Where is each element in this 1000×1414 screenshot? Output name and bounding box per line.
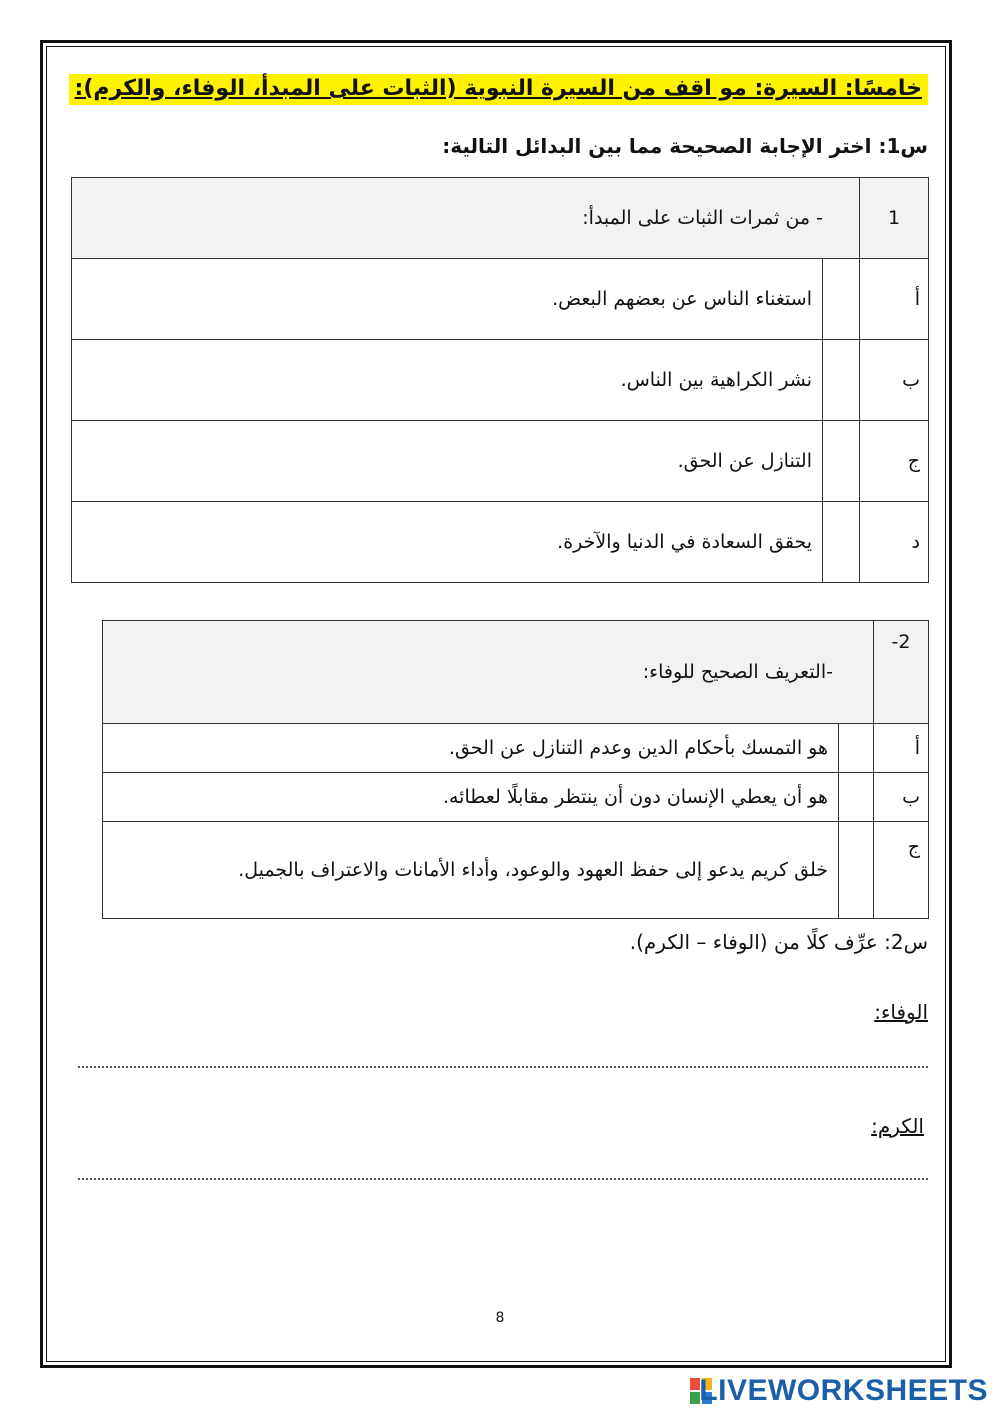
answer-box[interactable] (823, 340, 860, 421)
option-letter: ب (874, 773, 929, 822)
answer-box[interactable] (839, 773, 874, 822)
answer-box[interactable] (839, 822, 874, 919)
section-title: خامسًا: السيرة: مو اقف من السيرة النبوية (الثبات على المبدأ، الوفاء، والكرم): (69, 74, 928, 105)
answer-box[interactable] (839, 724, 874, 773)
option-row[interactable] (72, 259, 929, 340)
answer-box[interactable] (823, 421, 860, 502)
label-wafa: الوفاء: (874, 1000, 928, 1024)
question-1-item-1-table (71, 177, 929, 583)
option-letter: ج (874, 822, 929, 919)
liveworksheets-brand[interactable]: LIVEWORKSHEETS (699, 1374, 988, 1407)
option-row[interactable] (103, 724, 929, 773)
answer-box[interactable] (823, 502, 860, 583)
option-text: نشر الكراهية بين الناس. (72, 340, 823, 421)
answer-box[interactable] (823, 259, 860, 340)
answer-line-karam[interactable] (78, 1178, 928, 1180)
option-row[interactable] (72, 502, 929, 583)
option-letter: ب (860, 340, 929, 421)
option-letter: أ (874, 724, 929, 773)
question-2-title: س2: عرِّف كلًا من (الوفاء – الكرم). (629, 930, 928, 954)
page-number: 8 (495, 1310, 505, 1326)
option-row[interactable] (103, 822, 929, 919)
option-text: هو أن يعطي الإنسان دون أن ينتظر مقابلًا لعطائه. (103, 773, 839, 822)
question-1-title: س1: اختر الإجابة الصحيحة مما بين البدائل التالية: (442, 134, 928, 158)
option-row[interactable] (72, 421, 929, 502)
answer-line-wafa[interactable] (78, 1066, 928, 1068)
label-karam: الكرم: (871, 1114, 924, 1138)
item-question: - من ثمرات الثبات على المبدأ: (72, 178, 860, 259)
option-text: التنازل عن الحق. (72, 421, 823, 502)
option-letter: د (860, 502, 929, 583)
question-1-item-2-table (102, 620, 929, 919)
item-question: -التعريف الصحيح للوفاء: (103, 621, 874, 724)
option-text: هو التمسك بأحكام الدين وعدم التنازل عن الحق. (103, 724, 839, 773)
option-letter: أ (860, 259, 929, 340)
item-number: 2- (874, 621, 929, 724)
option-row[interactable] (103, 773, 929, 822)
table-header-row (72, 178, 929, 259)
item-number: 1 (860, 178, 929, 259)
table-header-row (103, 621, 929, 724)
option-text: استغناء الناس عن بعضهم البعض. (72, 259, 823, 340)
option-text: يحقق السعادة في الدنيا والآخرة. (72, 502, 823, 583)
option-row[interactable] (72, 340, 929, 421)
option-letter: ج (860, 421, 929, 502)
option-text: خلق كريم يدعو إلى حفظ العهود والوعود، وأداء الأمانات والاعتراف بالجميل. (103, 822, 839, 919)
